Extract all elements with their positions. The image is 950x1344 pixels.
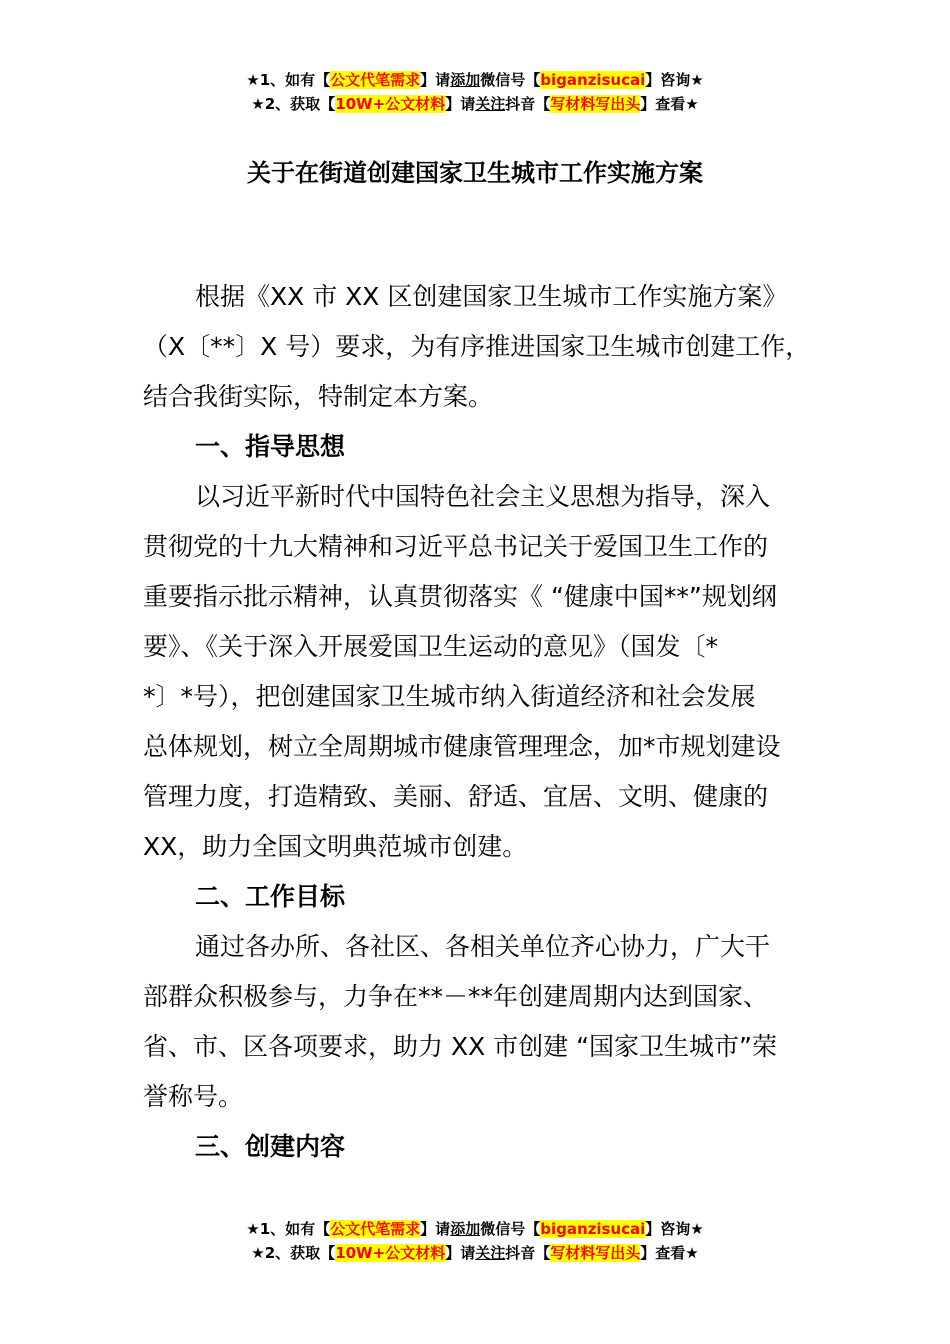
ad-text: 】查看★	[640, 1244, 699, 1262]
ad-underlined-text: 添加	[450, 71, 481, 89]
ad-line-1	[0, 1217, 950, 1241]
paragraph-line: 结合我街实际，特制定本方案。	[143, 382, 494, 411]
paragraph-line: （X〔**〕X 号）要求，为有序推进国家卫生城市创建工作，	[143, 332, 811, 361]
header-ad-block	[0, 68, 950, 116]
ad-text: 抖音【	[505, 95, 551, 113]
footer-ad-block	[0, 1217, 950, 1265]
paragraph-line: 重要指示批示精神，认真贯彻落实《 “健康中国**”规划纲	[143, 582, 777, 611]
douyin-id-highlight: 写材料写出头	[550, 95, 641, 113]
ad-text: 1、如有【	[259, 71, 331, 89]
ad-text: 】咨询★	[645, 71, 704, 89]
ad-underlined-text: 关注	[475, 95, 506, 113]
ad-line-2	[0, 1241, 950, 1265]
ad-highlight: 10W+公文材料	[335, 1244, 446, 1262]
paragraph-line: 誉称号。	[143, 1082, 244, 1111]
ad-text: 2、获取【	[264, 95, 336, 113]
ad-text: 】请	[420, 1220, 451, 1238]
paragraph-line: 部群众积极参与，力争在**－**年创建周期内达到国家、	[143, 982, 769, 1011]
ad-text: 微信号【	[480, 71, 541, 89]
ad-text: 微信号【	[480, 1220, 541, 1238]
paragraph-line: 总体规划，树立全周期城市健康管理理念，加*市规划建设	[143, 732, 781, 761]
paragraph-line: 管理力度，打造精致、美丽、舒适、宜居、文明、健康的	[143, 782, 769, 811]
ad-text: 2、获取【	[264, 1244, 336, 1262]
document-title: 关于在街道创建国家卫生城市工作实施方案	[247, 159, 703, 187]
paragraph-line: *〕*号），把创建国家卫生城市纳入街道经济和社会发展	[143, 682, 756, 711]
ad-line-1	[0, 68, 950, 92]
paragraph-line: XX，助力全国文明典范城市创建。	[143, 832, 528, 861]
douyin-id-highlight: 写材料写出头	[550, 1244, 641, 1262]
star-icon: ★	[246, 1220, 260, 1238]
ad-text: 】请	[420, 71, 451, 89]
paragraph-line: 根据《XX 市 XX 区创建国家卫生城市工作实施方案》	[195, 282, 788, 311]
wechat-id-highlight: biganzisucai	[540, 71, 646, 89]
ad-text: 1、如有【	[259, 1220, 331, 1238]
paragraph-line: 通过各办所、各社区、各相关单位齐心协力，广大干	[195, 932, 771, 961]
paragraph-line: 要》、《关于深入开展爱国卫生运动的意见》（国发〔*	[143, 632, 719, 661]
ad-text: 】查看★	[640, 95, 699, 113]
wechat-id-highlight: biganzisucai	[540, 1220, 646, 1238]
star-icon: ★	[246, 71, 260, 89]
ad-text: 】咨询★	[645, 1220, 704, 1238]
ad-line-2	[0, 92, 950, 116]
section-heading: 二、工作目标	[195, 882, 346, 911]
ad-highlight: 10W+公文材料	[335, 95, 446, 113]
star-icon: ★	[251, 95, 265, 113]
ad-highlight: 公文代笔需求	[330, 1220, 421, 1238]
ad-text: 抖音【	[505, 1244, 551, 1262]
ad-underlined-text: 添加	[450, 1220, 481, 1238]
ad-text: 】请	[445, 1244, 476, 1262]
document-body	[143, 272, 813, 1172]
paragraph-line: 省、市、区各项要求，助力 XX 市创建 “国家卫生城市”荣	[143, 1032, 777, 1061]
paragraph-line: 贯彻党的十九大精神和习近平总书记关于爱国卫生工作的	[143, 532, 769, 561]
section-heading: 一、指导思想	[195, 432, 346, 461]
paragraph-line: 以习近平新时代中国特色社会主义思想为指导，深入	[195, 482, 771, 511]
ad-highlight: 公文代笔需求	[330, 71, 421, 89]
star-icon: ★	[251, 1244, 265, 1262]
section-heading: 三、创建内容	[195, 1132, 346, 1161]
ad-underlined-text: 关注	[475, 1244, 506, 1262]
ad-text: 】请	[445, 95, 476, 113]
